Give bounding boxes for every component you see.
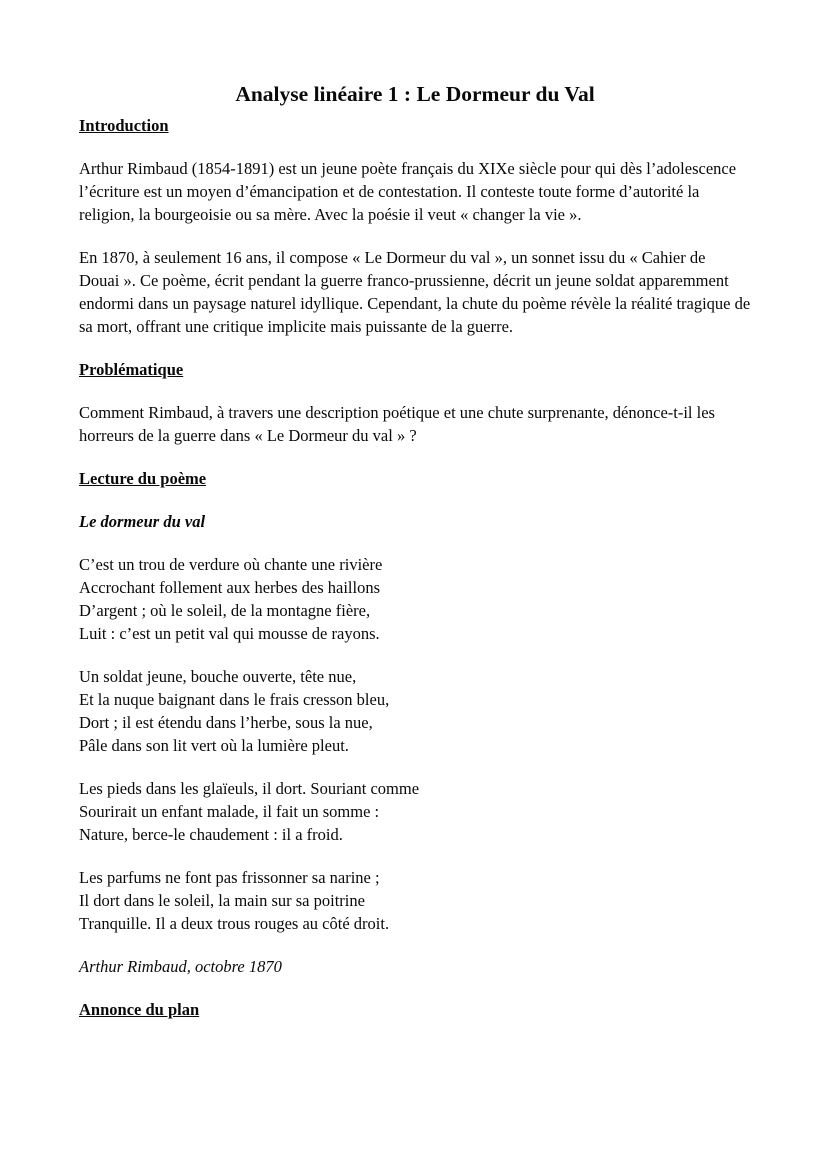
section-heading-problematique: Problématique — [79, 360, 184, 379]
poem-line: Accrochant follement aux herbes des haillons — [79, 578, 381, 597]
section-heading-annonce: Annonce du plan — [79, 1000, 200, 1019]
poem-stanza-4 — [79, 866, 751, 935]
poem-title: Le dormeur du val — [79, 512, 206, 531]
poem-line: Les parfums ne font pas frissonner sa narine ; — [79, 868, 380, 887]
doc-title: Analyse linéaire 1 : Le Dormeur du Val — [235, 82, 595, 106]
section-heading-lecture: Lecture du poème — [79, 469, 207, 488]
poem-line: Pâle dans son lit vert où la lumière pleut. — [79, 736, 349, 755]
poem-line: Et la nuque baignant dans le frais cresson bleu, — [79, 690, 390, 709]
poem-line: Dort ; il est étendu dans l’herbe, sous la nue, — [79, 713, 373, 732]
poem-line: C’est un trou de verdure où chante une rivière — [79, 555, 383, 574]
poem-stanza-1 — [79, 553, 751, 645]
poem-line: Tranquille. Il a deux trous rouges au côté droit. — [79, 914, 390, 933]
intro-paragraph-2: En 1870, à seulement 16 ans, il compose « Le Dormeur du val », un sonnet issu du « Cahier de Douai ». Ce poème, écrit pendant la guerre franco-prussienne, décrit un jeune soldat apparemment endormi dans un paysage naturel idyllique. Cependant, la chute du poème révèle la réalité tragique de sa mort, offrant une critique implicite mais puissante de la guerre. — [79, 248, 751, 336]
poem-line: Nature, berce-le chaudement : il a froid. — [79, 825, 343, 844]
poem-line: Un soldat jeune, bouche ouverte, tête nue, — [79, 667, 357, 686]
poem-line: Luit : c’est un petit val qui mousse de rayons. — [79, 624, 380, 643]
poem-line: D’argent ; où le soleil, de la montagne fière, — [79, 601, 371, 620]
poem-stanza-3 — [79, 777, 751, 846]
intro-paragraph-1: Arthur Rimbaud (1854-1891) est un jeune poète français du XIXe siècle pour qui dès l’adolescence l’écriture est un moyen d’émancipation et de contestation. Il conteste toute forme d’autorité la religion, la bourgeoisie ou sa mère. Avec la poésie il veut « changer la vie ». — [79, 159, 737, 224]
section-heading-introduction: Introduction — [79, 116, 169, 135]
poem-line: Il dort dans le soleil, la main sur sa poitrine — [79, 891, 365, 910]
poem-attribution: Arthur Rimbaud, octobre 1870 — [79, 957, 282, 976]
poem-line: Les pieds dans les glaïeuls, il dort. Souriant comme — [79, 779, 420, 798]
problematique-paragraph: Comment Rimbaud, à travers une description poétique et une chute surprenante, dénonce-t-il les horreurs de la guerre dans « Le Dormeur du val » ? — [79, 403, 715, 445]
poem-line: Sourirait un enfant malade, il fait un somme : — [79, 802, 380, 821]
poem-stanza-2 — [79, 665, 751, 757]
